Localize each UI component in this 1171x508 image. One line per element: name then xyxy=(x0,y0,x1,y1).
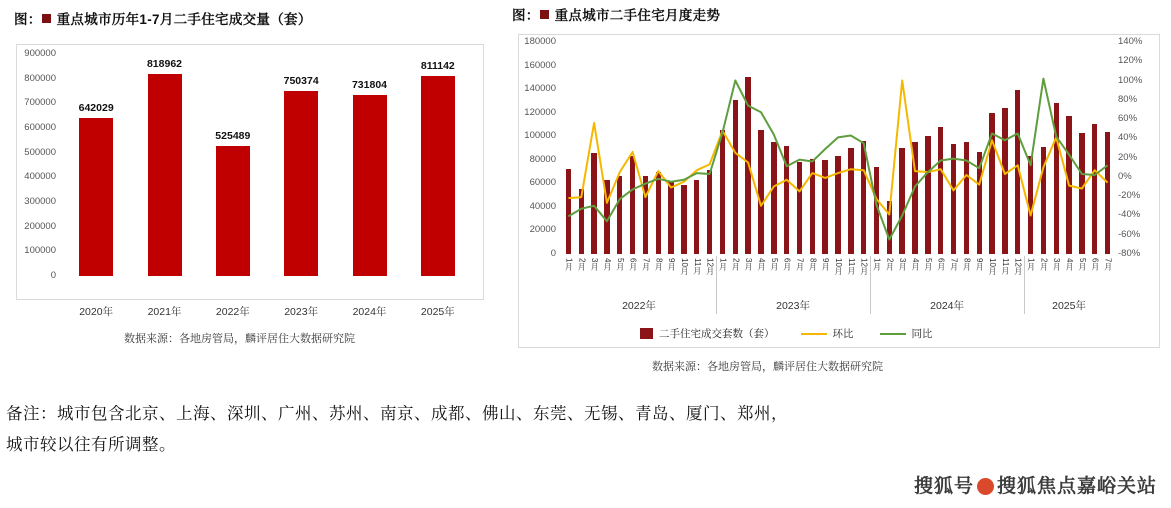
footnote xyxy=(6,398,1166,461)
x-axis-tick: 4月 xyxy=(911,258,921,271)
watermark-prefix: 搜狐号 xyxy=(913,476,974,497)
y-axis-tick-right: -60% xyxy=(1118,228,1141,240)
bar xyxy=(284,91,318,276)
x-axis-tick: 3月 xyxy=(590,258,600,271)
bar xyxy=(797,162,802,254)
footnote-line-2: 城市较以往有所调整。 xyxy=(6,435,176,455)
x-axis-tick: 12月 xyxy=(859,258,869,275)
bar xyxy=(668,181,673,254)
x-axis-year-group: 2022年 xyxy=(622,300,656,312)
x-axis-tick: 2月 xyxy=(577,258,587,271)
legend-swatch-icon xyxy=(801,333,827,335)
y-axis-tick: 100000 xyxy=(24,245,56,257)
bar xyxy=(591,153,596,254)
x-axis-category: 2024年 xyxy=(352,306,387,318)
bar-value-label: 811142 xyxy=(420,59,455,72)
y-axis-tick-left: 100000 xyxy=(524,130,556,142)
y-axis-tick: 200000 xyxy=(24,220,56,232)
right-chart-panel xyxy=(512,4,1162,384)
bar xyxy=(758,130,763,254)
bar xyxy=(656,172,661,254)
bar xyxy=(810,159,815,254)
x-axis-category: 2022年 xyxy=(215,306,250,318)
y-axis-tick-left: 20000 xyxy=(529,224,556,236)
bar xyxy=(216,146,250,276)
bar xyxy=(1054,103,1059,254)
x-axis-tick: 3月 xyxy=(744,258,754,271)
bar xyxy=(977,152,982,254)
x-axis-tick: 3月 xyxy=(1052,258,1062,271)
bar xyxy=(989,113,994,254)
x-axis-category: 2021年 xyxy=(147,306,182,318)
x-axis-tick: 5月 xyxy=(615,258,625,271)
bar-value-label: 525489 xyxy=(215,130,251,143)
y-axis-tick: 800000 xyxy=(24,72,56,84)
right-chart-legend xyxy=(640,326,933,341)
x-axis-year-group: 2025年 xyxy=(1052,300,1086,312)
legend-label: 同比 xyxy=(911,328,933,340)
title-square-icon xyxy=(540,10,549,19)
y-axis-tick: 500000 xyxy=(24,146,56,158)
y-axis-tick-right: 140% xyxy=(1118,36,1143,47)
x-axis-tick: 6月 xyxy=(936,258,946,271)
y-axis-tick: 400000 xyxy=(24,171,56,183)
x-axis-tick: 7月 xyxy=(949,258,959,271)
year-separator xyxy=(1024,256,1025,314)
watermark xyxy=(914,471,1157,498)
legend-label: 环比 xyxy=(832,328,854,340)
x-axis-tick: 7月 xyxy=(641,258,651,271)
watermark-suffix: 搜狐焦点嘉峪关站 xyxy=(996,476,1157,497)
x-axis-tick: 11月 xyxy=(692,258,702,275)
bar xyxy=(887,201,892,254)
bar xyxy=(694,180,699,254)
x-axis-tick: 10月 xyxy=(679,258,689,275)
bar xyxy=(1079,133,1084,254)
x-axis-tick: 7月 xyxy=(1103,258,1113,271)
bar-value-label: 750374 xyxy=(283,74,319,87)
x-axis-tick: 10月 xyxy=(988,258,998,275)
x-axis-tick: 5月 xyxy=(1077,258,1087,271)
y-axis-tick-left: 80000 xyxy=(529,153,556,165)
bar xyxy=(630,156,635,254)
bar xyxy=(835,156,840,254)
bar xyxy=(822,160,827,254)
x-axis-tick: 7月 xyxy=(795,258,805,271)
x-axis-category: 2025年 xyxy=(420,306,455,318)
bar xyxy=(951,144,956,254)
x-axis-tick: 8月 xyxy=(654,258,664,271)
x-axis-tick: 4月 xyxy=(756,258,766,271)
bar xyxy=(1105,132,1110,254)
bar-value-label: 642029 xyxy=(78,101,114,114)
bar xyxy=(353,95,387,276)
y-axis-tick-right: -80% xyxy=(1118,248,1141,259)
bar-value-label: 731804 xyxy=(351,79,388,92)
y-axis-tick-right: -40% xyxy=(1118,209,1141,221)
bar xyxy=(964,142,969,254)
y-axis-tick-right: 20% xyxy=(1118,151,1138,163)
x-axis-category: 2020年 xyxy=(79,306,114,318)
y-axis-tick-left: 0 xyxy=(550,248,556,259)
bar xyxy=(1028,156,1033,254)
x-axis-tick: 1月 xyxy=(718,258,728,271)
legend-swatch-icon xyxy=(640,328,653,339)
bar xyxy=(912,142,917,254)
x-axis-tick: 2月 xyxy=(1039,258,1049,271)
bar xyxy=(617,176,622,254)
bar xyxy=(925,136,930,254)
y-axis-tick-left: 140000 xyxy=(524,83,556,95)
year-separator xyxy=(870,256,871,314)
x-axis-tick: 12月 xyxy=(705,258,715,275)
legend-item xyxy=(640,326,775,341)
x-axis-year-group: 2024年 xyxy=(930,300,965,312)
x-axis-tick: 9月 xyxy=(821,258,831,271)
bar xyxy=(938,127,943,254)
bar xyxy=(1066,116,1071,254)
y-axis-tick-left: 180000 xyxy=(524,36,556,47)
x-axis-tick: 4月 xyxy=(1065,258,1075,271)
y-axis-tick-right: 0% xyxy=(1118,170,1132,182)
x-axis-tick: 4月 xyxy=(602,258,612,271)
bar xyxy=(1015,90,1020,254)
y-axis-tick-right: -20% xyxy=(1118,190,1141,202)
y-axis-tick: 700000 xyxy=(24,97,56,109)
y-axis-tick-right: 100% xyxy=(1118,74,1143,86)
bar xyxy=(1041,147,1046,254)
y-axis-tick-left: 60000 xyxy=(529,177,556,189)
legend-swatch-icon xyxy=(880,333,906,335)
bar-value-label: 818962 xyxy=(146,57,183,70)
bar xyxy=(421,76,455,276)
x-axis-tick: 1月 xyxy=(872,258,882,271)
y-axis-tick: 600000 xyxy=(24,122,56,133)
y-axis-tick-left: 40000 xyxy=(529,200,556,212)
left-chart-panel xyxy=(14,8,484,378)
legend-item xyxy=(801,326,854,341)
footnote-line-1: 备注：城市包含北京、上海、深圳、广州、苏州、南京、成都、佛山、东莞、无锡、青岛、厦门、郑州， xyxy=(6,404,788,423)
title-square-icon xyxy=(42,14,51,23)
sohu-logo-icon xyxy=(977,478,994,495)
bar xyxy=(861,141,866,254)
y-axis-tick: 300000 xyxy=(24,196,56,207)
x-axis-tick: 9月 xyxy=(667,258,677,271)
bar xyxy=(733,100,738,254)
legend-item xyxy=(880,326,933,341)
bar xyxy=(720,130,725,254)
x-axis-tick: 12月 xyxy=(1013,258,1023,275)
x-axis-tick: 2月 xyxy=(731,258,741,271)
right-chart-source: 数据来源：各地房管局，麟评居住大数据研究院 xyxy=(652,361,883,373)
left-chart-title: 图： 重点城市历年1-7月二手住宅成交量（套） xyxy=(14,12,312,27)
bar xyxy=(707,170,712,254)
bar xyxy=(579,189,584,254)
bar xyxy=(566,169,571,254)
y-axis-tick-left: 160000 xyxy=(524,59,556,71)
bar xyxy=(784,146,789,254)
x-axis-tick: 8月 xyxy=(808,258,818,271)
x-axis-tick: 11月 xyxy=(1000,258,1010,275)
x-axis-tick: 2月 xyxy=(885,258,895,271)
bar xyxy=(745,77,750,254)
x-axis-tick: 5月 xyxy=(923,258,933,271)
bar xyxy=(899,148,904,254)
x-axis-category: 2023年 xyxy=(284,306,319,318)
x-axis-tick: 8月 xyxy=(962,258,972,271)
x-axis-tick: 9月 xyxy=(975,258,985,271)
x-axis-tick: 6月 xyxy=(628,258,638,271)
x-axis-tick: 3月 xyxy=(898,258,908,271)
x-axis-tick: 1月 xyxy=(1026,258,1036,271)
x-axis-year-group: 2023年 xyxy=(776,300,810,312)
x-axis-tick: 6月 xyxy=(782,258,792,271)
bar xyxy=(604,180,609,254)
bar xyxy=(874,167,879,254)
y-axis-tick-right: 80% xyxy=(1118,93,1138,105)
y-axis-tick-left: 120000 xyxy=(524,106,556,118)
y-axis-tick-right: 120% xyxy=(1118,55,1143,67)
bar xyxy=(79,118,113,276)
bar xyxy=(848,148,853,254)
x-axis-tick: 1月 xyxy=(564,258,574,271)
x-axis-tick: 11月 xyxy=(846,258,856,275)
bar xyxy=(681,185,686,254)
year-separator xyxy=(716,256,717,314)
bar xyxy=(148,74,182,276)
x-axis-tick: 10月 xyxy=(834,258,843,275)
right-chart-title: 图： 重点城市二手住宅月度走势 xyxy=(512,8,721,23)
y-axis-tick-right: 60% xyxy=(1118,113,1138,125)
x-axis-tick: 5月 xyxy=(769,258,779,271)
bar xyxy=(1092,124,1097,254)
bar xyxy=(771,142,776,254)
bar xyxy=(1002,108,1007,254)
y-axis-tick: 900000 xyxy=(24,48,56,59)
left-chart-source: 数据来源：各地房管局，麟评居住大数据研究院 xyxy=(124,333,355,345)
legend-label: 二手住宅成交套数（套） xyxy=(659,328,775,340)
bar xyxy=(643,176,648,254)
y-axis-tick-right: 40% xyxy=(1118,132,1138,144)
x-axis-tick: 6月 xyxy=(1090,258,1100,271)
y-axis-tick: 0 xyxy=(50,270,56,281)
